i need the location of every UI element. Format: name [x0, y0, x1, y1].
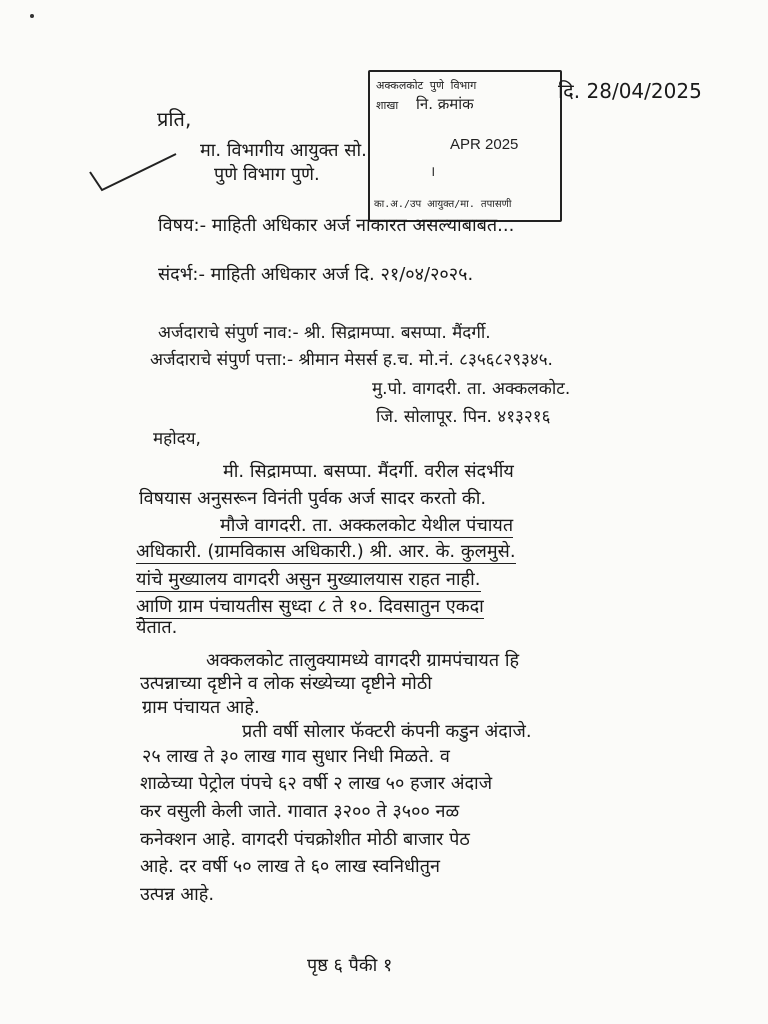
body-line-12: २५ लाख ते ३० लाख गाव सुधार निधी मिळते. व — [142, 746, 450, 767]
body-line-15: कनेक्शन आहे. वागदरी पंचक्रोशीत मोठी बाजार पेठ — [140, 829, 470, 850]
stamp-line-2: शाखा — [376, 99, 399, 112]
body-line-1: मी. सिद्रामप्पा. बसप्पा. मैंदर्गी. वरील संदर्भीय — [223, 461, 514, 482]
letter-date: दि. 28/04/2025 — [558, 79, 702, 103]
subject-line: विषय:- माहिती अधिकार अर्ज नाकारत असल्याबाबत... — [158, 215, 515, 236]
body-line-10: ग्राम पंचायत आहे. — [142, 697, 260, 718]
recipient-prati: प्रति, — [157, 107, 192, 131]
body-line-8: अक्कलकोट तालुक्यामध्ये वागदरी ग्रामपंचायत हि — [206, 650, 520, 671]
body-line-2: विषयास अनुसरून विनंती पुर्वक अर्ज सादर करतो की. — [139, 488, 487, 509]
body-line-14: कर वसुली केली जाते. गावात ३२०० ते ३५०० नळ — [140, 801, 460, 822]
stamp-line-3: नि. क्रमांक — [416, 95, 474, 113]
body-line-9: उत्पन्नाच्या दृष्टीने व लोक संख्येच्या दृष्टीने मोठी — [140, 673, 432, 694]
recipient-line-1: मा. विभागीय आयुक्त सो. — [200, 140, 367, 161]
applicant-address-3: जि. सोलापूर. पिन. ४१३२१६ — [376, 407, 551, 427]
margin-tick-icon — [88, 150, 178, 196]
body-line-13: शाळेच्या पेट्रोल पंपचे ६२ वर्षी २ लाख ५० हजार अंदाजे — [140, 773, 493, 794]
applicant-address-2: मु.पो. वागदरी. ता. अक्कलकोट. — [372, 379, 571, 399]
page-number: पृष्ठ ६ पैकी १ — [307, 955, 393, 976]
body-line-3: मौजे वागदरी. ता. अक्कलकोट येथील पंचायत — [220, 515, 514, 536]
receipt-stamp — [368, 70, 562, 222]
stamp-line-5: । — [430, 164, 436, 180]
body-line-11: प्रती वर्षी सोलार फॅक्टरी कंपनी कडुन अंदाजे. — [242, 721, 532, 742]
reference-line: संदर्भ:- माहिती अधिकार अर्ज दि. २१/०४/२०२५. — [158, 264, 474, 285]
salutation: महोदय, — [153, 429, 201, 449]
stamp-footer: का.अ./उप आयुक्त/मा. तपासणी — [374, 199, 512, 210]
body-line-5: यांचे मुख्यालय वागदरी असुन मुख्यालयास राहत नाही. — [136, 569, 481, 590]
body-line-17: उत्पन्न आहे. — [140, 884, 215, 905]
body-line-7: येतात. — [136, 617, 178, 638]
stamp-line-1: अक्कलकोट पुणे विभाग — [376, 79, 477, 92]
applicant-address-1: अर्जदाराचे संपुर्ण पत्ता:- श्रीमान मेसर्स ह.च. मो.नं. ८३५६८२९३४५. — [150, 350, 553, 370]
scan-dot — [30, 14, 34, 18]
stamp-date: APR 2025 — [450, 136, 519, 153]
body-line-4: अधिकारी. (ग्रामविकास अधिकारी.) श्री. आर. के. कुलमुसे. — [136, 541, 516, 562]
body-line-6: आणि ग्राम पंचायतीस सुध्दा ८ ते १०. दिवसातुन एकदा — [136, 596, 484, 617]
recipient-line-2: पुणे विभाग पुणे. — [214, 164, 320, 185]
body-line-16: आहे. दर वर्षी ५० लाख ते ६० लाख स्वनिधीतुन — [140, 856, 440, 877]
applicant-name: अर्जदाराचे संपुर्ण नाव:- श्री. सिद्रामप्पा. बसप्पा. मैंदर्गी. — [158, 323, 491, 343]
